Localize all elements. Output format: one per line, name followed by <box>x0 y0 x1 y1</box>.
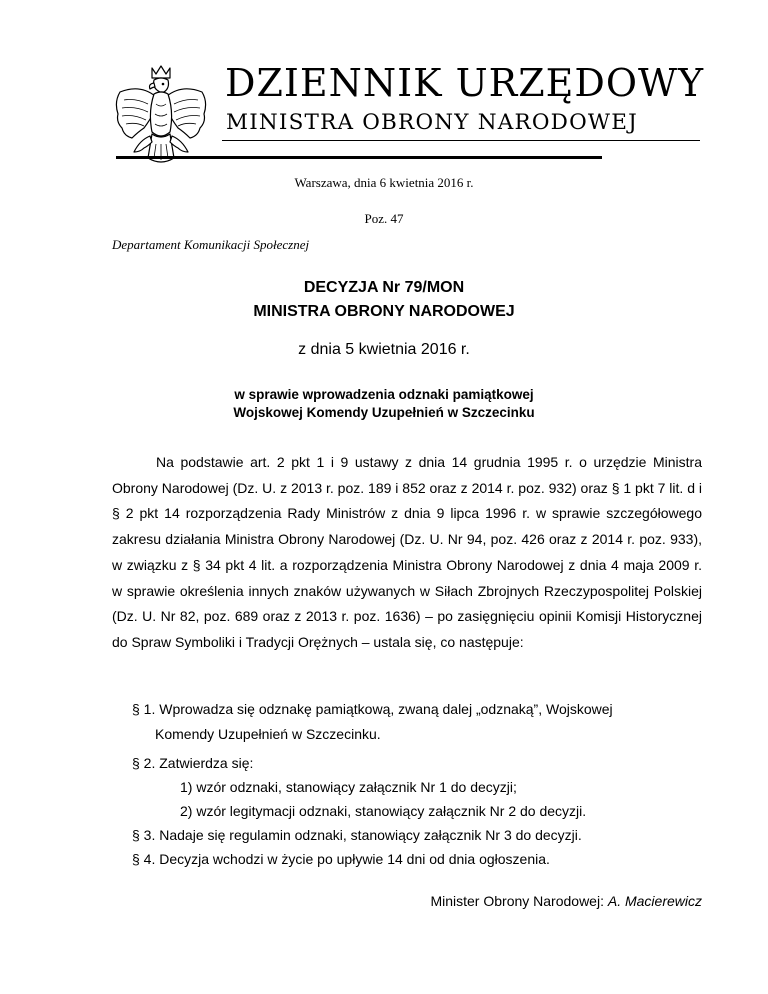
signature-role: Minister Obrony Narodowej: <box>430 893 604 909</box>
section-4: § 4. Decyzja wchodzi w życie po upływie 14 dni od dnia ogłoszenia. <box>132 851 550 867</box>
section-2-point-1: 1) wzór odznaki, stanowiący załącznik Nr 1 do decyzji; <box>180 779 517 795</box>
position-number: Poz. 47 <box>364 211 404 226</box>
department-name: Departament Komunikacji Społecznej <box>112 237 310 252</box>
masthead-divider <box>222 140 700 141</box>
section-3: § 3. Nadaje się regulamin odznaki, stanowiący załącznik Nr 3 do decyzji. <box>132 827 582 843</box>
signature <box>430 894 702 908</box>
section-2: § 2. Zatwierdza się: <box>132 755 254 771</box>
issue-date: Warszawa, dnia 6 kwietnia 2016 r. <box>294 175 474 190</box>
section-2-point-2: 2) wzór legitymacji odznaki, stanowiący załącznik Nr 2 do decyzji. <box>180 803 587 819</box>
decision-number: DECYZJA Nr 79/MON <box>303 279 465 296</box>
decision-date: z dnia 5 kwietnia 2016 r. <box>298 341 470 358</box>
decision-subject-line-2: Wojskowej Komendy Uzupełnień w Szczecinku <box>233 405 535 420</box>
decision-subject-line-1: w sprawie wprowadzenia odznaki pamiątkowej <box>234 387 534 402</box>
section-1-line-2: Komendy Uzupełnień w Szczecinku. <box>155 726 381 742</box>
journal-subtitle: MINISTRA OBRONY NARODOWEJ <box>226 110 638 135</box>
journal-title: DZIENNIK URZĘDOWY <box>225 61 705 105</box>
decision-issuer: MINISTRA OBRONY NARODOWEJ <box>253 303 515 320</box>
signature-name: A. Macierewicz <box>607 893 702 909</box>
section-1-line-1: § 1. Wprowadza się odznakę pamiątkową, zwaną dalej „odznaką”, Wojskowej <box>132 701 613 717</box>
preamble-paragraph: Na podstawie art. 2 pkt 1 i 9 ustawy z dnia 14 grudnia 1995 r. o urzędzie Ministra Obrony Narodowej (Dz. U. z 2013 r. poz. 189 i 852 oraz z 2014 r. poz. 932) oraz § 1 pkt 7 lit. d i § 2 pkt 14 rozporządzenia Rady Ministrów z dnia 9 lipca 1996 r. w sprawie szczegółowego zakresu działania Ministra Obrony Narodowej (Dz. U. Nr 94, poz. 426 oraz z 2014 r. poz. 933), w związku z § 34 pkt 4 lit. a rozporządzenia Ministra Obrony Narodowej z dnia 4 maja 2009 r. w sprawie określenia innych znaków używanych w Siłach Zbrojnych Rzeczypospolitej Polskiej (Dz. U. Nr 82, poz. 689 oraz z 2013 r. poz. 1636) – po zasięgnięciu opinii Komisji Historycznej do Spraw Symboliki i Tradycji Orężnych – ustala się, co następuje: <box>112 454 702 650</box>
section-1 <box>132 697 702 747</box>
masthead-rule <box>116 156 602 159</box>
